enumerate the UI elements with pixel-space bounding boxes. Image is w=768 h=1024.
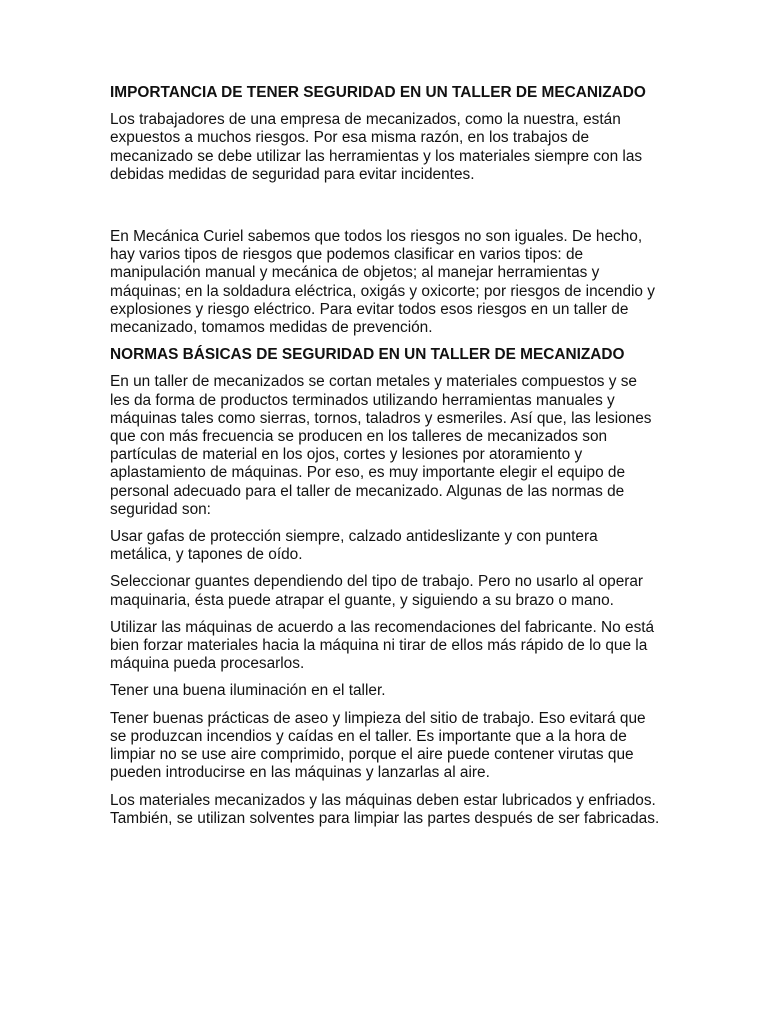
paragraph-lubricacion: Los materiales mecanizados y las máquinas deben estar lubricados y enfriados. También, se utilizan solventes para limpiar las partes después de ser fabricadas.: [110, 791, 660, 827]
paragraph-riesgos: En Mecánica Curiel sabemos que todos los riesgos no son iguales. De hecho, hay varios tipos de riesgos que podemos clasificar en varios tipos: de manipulación manual y mecánica de objetos; al manejar herramientas y máquinas; en la soldadura eléctrica, oxigás y oxicorte; por riesgos de incendio y explosiones y riesgo eléctrico. Para evitar todos esos riesgos en un taller de mecanizado, tomamos medidas de prevención.: [110, 228, 655, 337]
heading-importancia: IMPORTANCIA DE TENER SEGURIDAD EN UN TALLER DE MECANIZADO: [110, 84, 646, 101]
heading-normas: NORMAS BÁSICAS DE SEGURIDAD EN UN TALLER DE MECANIZADO: [110, 346, 625, 364]
paragraph-gafas: Usar gafas de protección siempre, calzado antideslizante y con puntera metálica, y tapones de oído.: [110, 528, 598, 564]
paragraph-maquinas: Utilizar las máquinas de acuerdo a las recomendaciones del fabricante. No está bien forzar materiales hacia la máquina ni tirar de ellos más rápido de lo que la máquina pueda procesarlos.: [110, 618, 655, 673]
paragraph-intro: Los trabajadores de una empresa de mecanizados, como la nuestra, están expuestos a muchos riesgos. Por esa misma razón, en los trabajos de mecanizado se debe utilizar las herramientas y los materiales siempre con las debidas medidas de seguridad para evitar incidentes.: [110, 111, 643, 183]
paragraph-taller: En un taller de mecanizados se cortan metales y materiales compuestos y se les da forma de productos terminados utilizando herramientas manuales y máquinas tales como sierras, tornos, taladros y esmeriles. Así que, las lesiones que con más frecuencia se producen en los talleres de mecanizados son partículas de material en los ojos, cortes y lesiones por atoramiento y aplastamiento de máquinas. Por eso, es muy importante elegir el equipo de personal adecuado para el taller de mecanizado. Algunas de las normas de seguridad son:: [110, 373, 652, 518]
paragraph-limpieza: Tener buenas prácticas de aseo y limpieza del sitio de trabajo. Eso evitará que se produzcan incendios y caídas en el taller. Es importante que a la hora de limpiar no se use aire comprimido, porque el aire puede contener virutas que pueden introducirse en las máquinas y lanzarlas al aire.: [110, 709, 646, 782]
paragraph-iluminacion: Tener una buena iluminación en el taller.: [110, 682, 386, 700]
document-page: [110, 84, 660, 837]
paragraph-guantes: Seleccionar guantes dependiendo del tipo de trabajo. Pero no usarlo al operar maquinaria, ésta puede atrapar el guante, y siguiendo a su brazo o mano.: [110, 573, 644, 609]
